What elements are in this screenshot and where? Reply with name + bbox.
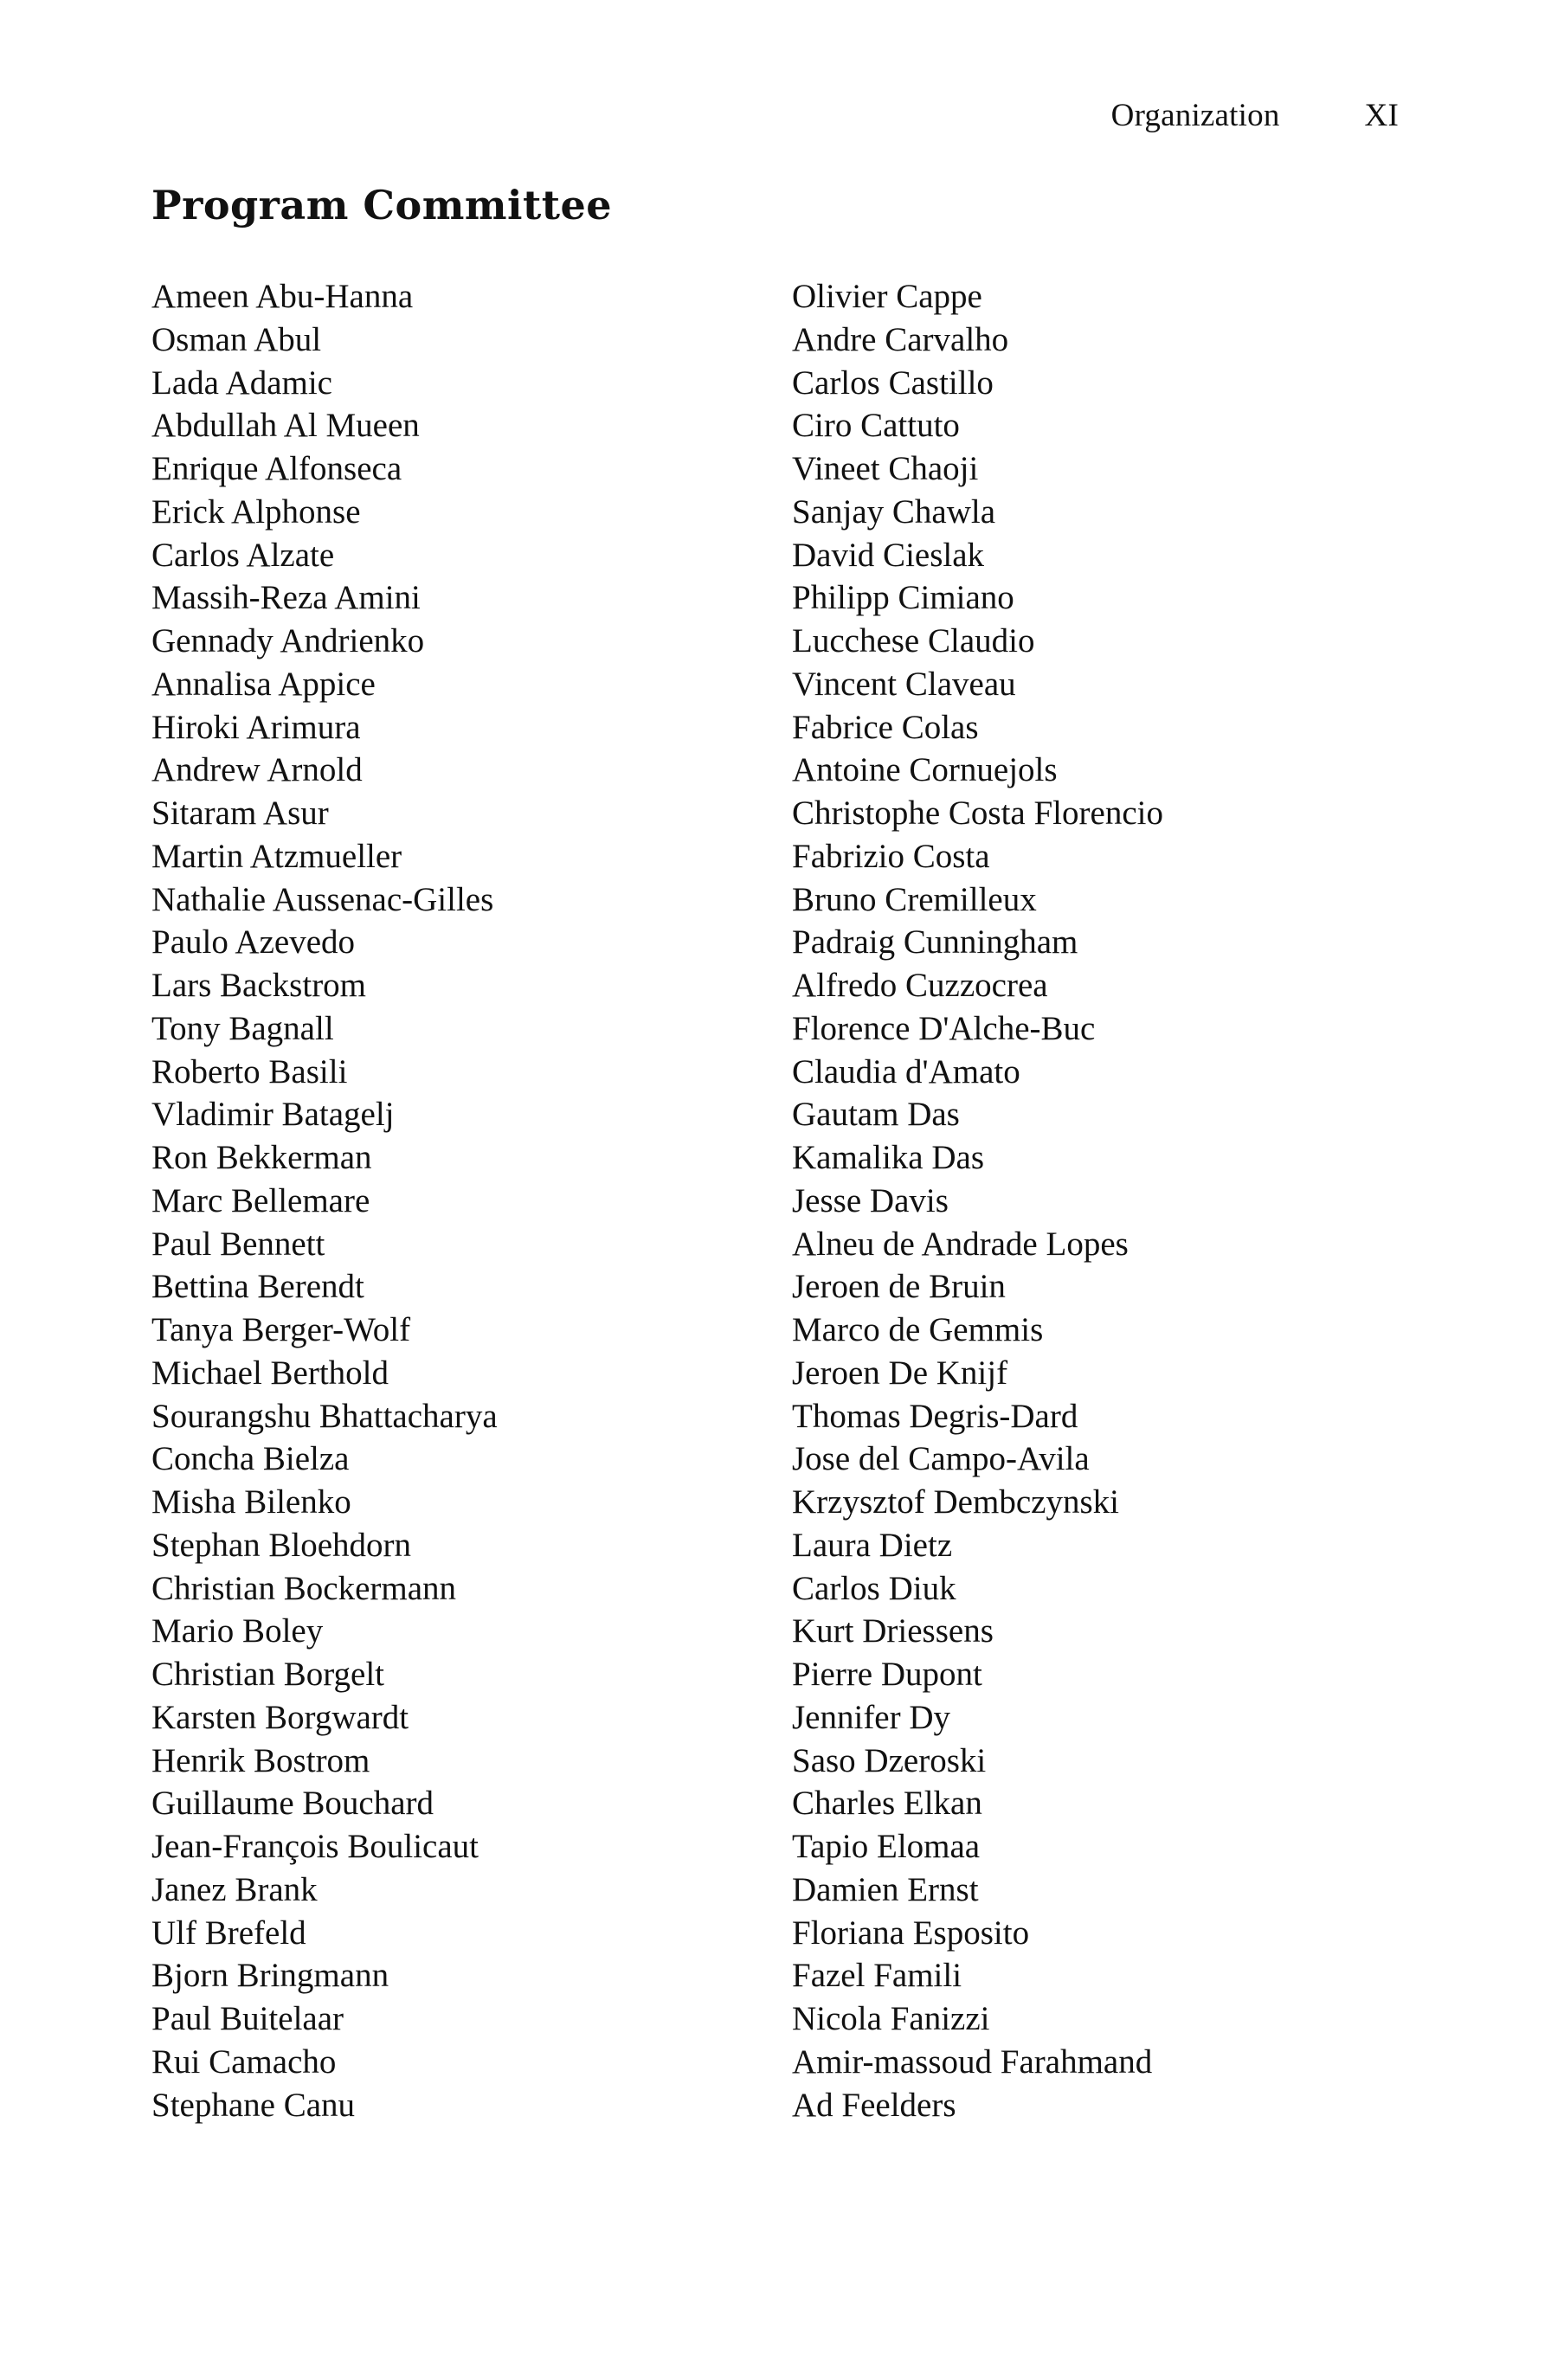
committee-member: Andre Carvalho — [792, 320, 1009, 358]
committee-member: Karsten Borgwardt — [151, 1698, 409, 1736]
committee-member: Vincent Claveau — [792, 665, 1016, 703]
committee-member: Gautam Das — [792, 1096, 960, 1134]
committee-member: Henrik Bostrom — [151, 1741, 370, 1779]
committee-member: Ameen Abu-Hanna — [151, 278, 414, 315]
committee-member: Tanya Berger-Wolf — [151, 1311, 411, 1348]
committee-member: Lucchese Claudio — [792, 622, 1035, 659]
committee-member: Olivier Cappe — [792, 278, 982, 315]
committee-member: Marc Bellemare — [151, 1181, 370, 1219]
committee-member: Carlos Diuk — [792, 1569, 956, 1607]
committee-member: Alfredo Cuzzocrea — [792, 967, 1048, 1004]
committee-member: Massih-Reza Amini — [151, 579, 421, 617]
committee-member: Tapio Elomaa — [792, 1828, 981, 1865]
committee-member: Lars Backstrom — [151, 967, 367, 1004]
committee-member: Ciro Cattuto — [792, 407, 960, 445]
committee-member: Michael Berthold — [151, 1354, 389, 1392]
committee-member: Martin Atzmueller — [151, 837, 402, 875]
committee-member: Paul Buitelaar — [151, 2000, 344, 2037]
committee-member: Jeroen De Knijf — [792, 1354, 1008, 1392]
committee-member: Fabrizio Costa — [792, 837, 990, 875]
committee-member: Lada Adamic — [151, 363, 332, 402]
committee-member: Christian Borgelt — [151, 1656, 385, 1693]
committee-member: Padraig Cunningham — [792, 923, 1078, 962]
committee-member: Stephane Canu — [151, 2086, 356, 2124]
committee-member: Guillaume Bouchard — [151, 1785, 434, 1823]
committee-member: Mario Boley — [151, 1612, 324, 1650]
committee-member: Sourangshu Bhattacharya — [151, 1397, 498, 1435]
committee-columns — [151, 275, 1406, 2126]
committee-member: Charles Elkan — [792, 1785, 982, 1823]
running-head — [1111, 97, 1399, 134]
committee-member: Andrew Arnold — [151, 751, 363, 789]
committee-member: Philipp Cimiano — [792, 579, 1014, 617]
committee-member: Kamalika Das — [792, 1139, 985, 1176]
committee-list-left — [151, 275, 792, 2126]
committee-member: Pierre Dupont — [792, 1656, 982, 1693]
committee-member: Bruno Cremilleux — [792, 880, 1037, 918]
committee-member: Abdullah Al Mueen — [151, 407, 420, 445]
committee-member: Fabrice Colas — [792, 708, 979, 746]
committee-member: Krzysztof Dembczynski — [792, 1483, 1119, 1521]
committee-member: Christophe Costa Florencio — [792, 794, 1163, 832]
committee-member: Damien Ernst — [792, 1870, 979, 1908]
committee-member: Stephan Bloehdorn — [151, 1526, 412, 1564]
committee-member: Sanjay Chawla — [792, 492, 996, 531]
committee-member: Osman Abul — [151, 320, 322, 358]
committee-member: Jose del Campo-Avila — [792, 1440, 1090, 1478]
committee-member: Carlos Castillo — [792, 363, 994, 402]
committee-member: Laura Dietz — [792, 1526, 953, 1564]
committee-member: David Cieslak — [792, 536, 985, 574]
committee-member: Nicola Fanizzi — [792, 2000, 990, 2037]
committee-member: Claudia d'Amato — [792, 1052, 1020, 1090]
committee-member: Hiroki Arimura — [151, 708, 361, 746]
committee-member: Jean-François Boulicaut — [151, 1828, 479, 1865]
committee-member: Rui Camacho — [151, 2042, 337, 2081]
committee-member: Bettina Berendt — [151, 1268, 364, 1306]
committee-member: Alneu de Andrade Lopes — [792, 1225, 1129, 1263]
committee-member: Antoine Cornuejols — [792, 751, 1058, 789]
committee-member: Bjorn Bringmann — [151, 1957, 389, 1995]
committee-member: Thomas Degris-Dard — [792, 1397, 1078, 1435]
committee-member: Annalisa Appice — [151, 665, 376, 703]
committee-member: Florence D'Alche-Buc — [792, 1009, 1096, 1047]
committee-member: Amir-massoud Farahmand — [792, 2042, 1153, 2081]
committee-member: Fazel Famili — [792, 1957, 962, 1995]
committee-member: Paul Bennett — [151, 1225, 325, 1263]
page-number: XI — [1364, 98, 1399, 133]
committee-member: Marco de Gemmis — [792, 1311, 1044, 1348]
running-head-section: Organization — [1110, 98, 1280, 133]
committee-member: Jeroen de Bruin — [792, 1268, 1006, 1306]
committee-list-right — [792, 275, 1398, 2126]
committee-member: Concha Bielza — [151, 1440, 350, 1478]
committee-member: Jesse Davis — [792, 1181, 949, 1219]
committee-member: Gennady Andrienko — [151, 622, 425, 659]
committee-member: Nathalie Aussenac-Gilles — [151, 880, 494, 918]
committee-member: Roberto Basili — [151, 1052, 348, 1090]
committee-member: Paulo Azevedo — [151, 923, 356, 962]
committee-member: Saso Dzeroski — [792, 1741, 987, 1779]
committee-member: Ulf Brefeld — [151, 1914, 306, 1952]
committee-member: Ron Bekkerman — [151, 1139, 372, 1176]
committee-member: Vineet Chaoji — [792, 450, 979, 487]
committee-member: Enrique Alfonseca — [151, 450, 402, 487]
section-title: Program Committee — [151, 182, 613, 228]
committee-member: Floriana Esposito — [792, 1914, 1030, 1952]
committee-member: Ad Feelders — [792, 2086, 956, 2124]
committee-member: Sitaram Asur — [151, 794, 329, 832]
committee-member: Carlos Alzate — [151, 536, 335, 574]
committee-member: Misha Bilenko — [151, 1483, 351, 1521]
committee-member: Erick Alphonse — [151, 492, 361, 531]
committee-member: Jennifer Dy — [792, 1698, 951, 1736]
committee-member: Tony Bagnall — [151, 1009, 334, 1047]
committee-member: Christian Bockermann — [151, 1569, 457, 1607]
committee-member: Kurt Driessens — [792, 1612, 994, 1650]
committee-member: Vladimir Batagelj — [151, 1096, 395, 1134]
committee-member: Janez Brank — [151, 1870, 318, 1908]
